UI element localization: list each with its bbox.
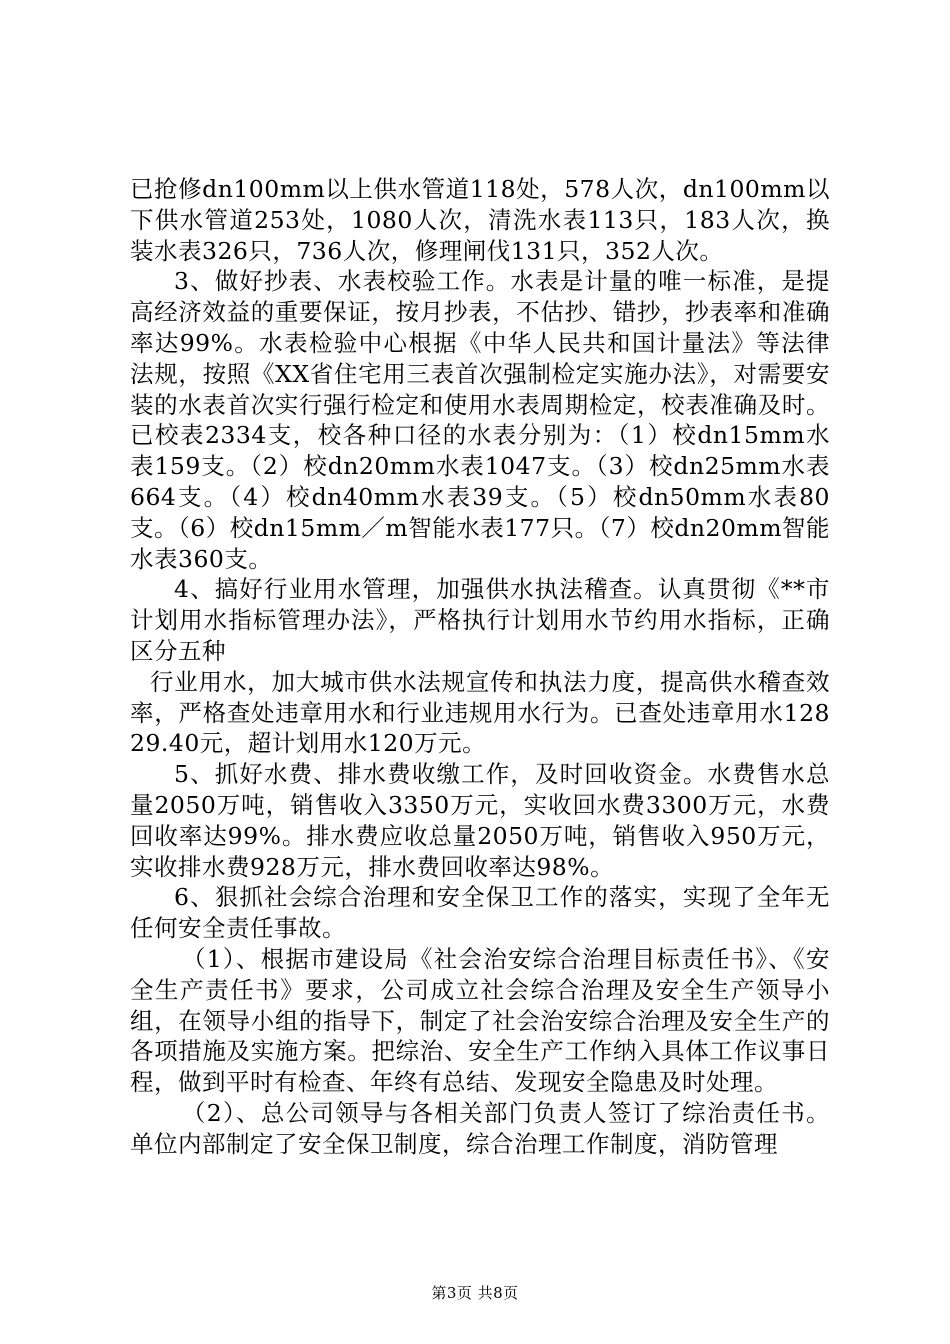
paragraph-safety-item-1: （1）、根据市建设局《社会治安综合治理目标责任书》、《安全生产责任书》要求，公司成立社会综合治理及安全生产领导小组，在领导小组的指导下，制定了社会治安综合治理及安全生产的各项措施及实施方案。把综治、安全生产工作纳入具体工作议事日程，做到平时有检查、年终有总结、发现安全隐患及时处理。 [130,944,830,1097]
document-body [130,174,830,1160]
paragraph-repairs: 已抢修dn100mm以上供水管道118处，578人次，dn100mm以下供水管道253处，1080人次，清洗水表113只，183人次，换装水表326只，736人次，修理闸伐131只，352人次。 [130,175,830,265]
paragraph-water-management: 4、搞好行业用水管理，加强供水执法稽查。认真贯彻《**市计划用水指标管理办法》，严格执行计划用水节约用水指标，正确区分五种 [130,575,830,665]
paragraph-safety: 6、狠抓社会综合治理和安全保卫工作的落实，实现了全年无任何安全责任事故。 [130,883,830,943]
paragraph-meter-reading: 3、做好抄表、水表校验工作。水表是计量的唯一标准，是提高经济效益的重要保证，按月抄表，不估抄、错抄，抄表率和准确率达99%。水表检验中心根据《中华人民共和国计量法》等法律法规，按照《XX省住宅用三表首次强制检定实施办法》，对需要安装的水表首次实行强行检定和使用水表周期检定，校表准确及时。已校表2334支，校各种口径的水表分别为：（1）校dn15mm水表159支。（2）校dn20mm水表1047支。（3）校dn25mm水表664支。（4）校dn40mm水表39支。（5）校dn50mm水表80支。（6）校dn15mm／m智能水表177只。（7）校dn20mm智能水表360支。 [130,267,830,573]
paragraph-fee-collection: 5、抓好水费、排水费收缴工作，及时回收资金。水费售水总量2050万吨，销售收入3350万元，实收回水费3300万元，水费回收率达99%。排水费应收总量2050万吨，销售收入950万元，实收排水费928万元，排水费回收率达98%。 [130,760,830,881]
paragraph-safety-item-2: （2）、总公司领导与各相关部门负责人签订了综治责任书。单位内部制定了安全保卫制度，综合治理工作制度，消防管理 [130,1098,830,1158]
paragraph-water-management-continued: 行业用水，加大城市供水法规宣传和执法力度，提高供水稽查效率，严格查处违章用水和行业违规用水行为。已查处违章用水12829.40元，超计划用水120万元。 [130,667,830,758]
page-number-footer: 第3页 共8页 [431,1284,519,1302]
